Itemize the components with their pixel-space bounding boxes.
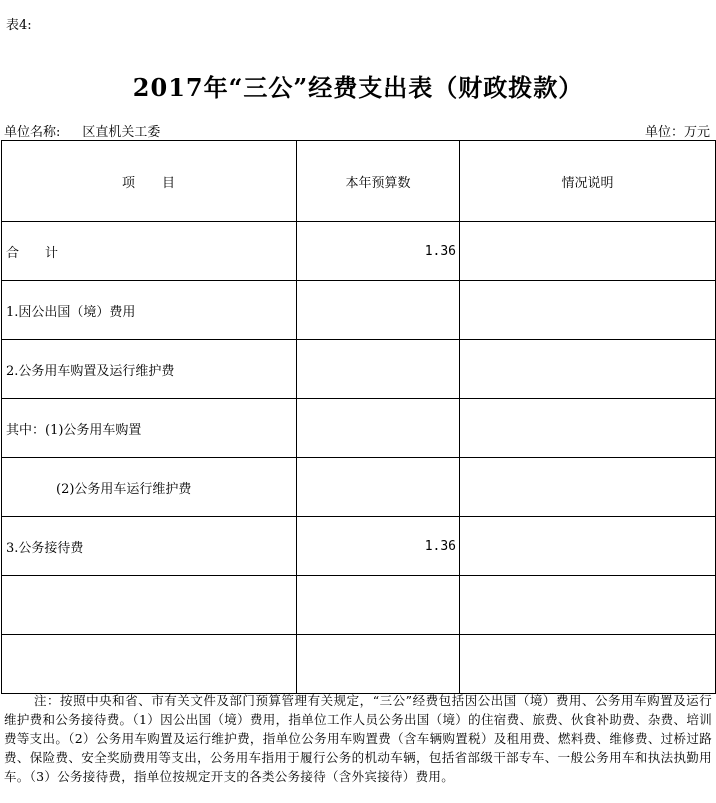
row-item-cell[interactable]: 2.公务用车购置及运行维护费 [2,340,297,399]
row-budget-cell[interactable] [297,340,460,399]
header-item-a: 项 [121,175,136,191]
header-row [2,141,716,222]
row-budget-cell[interactable] [297,458,460,517]
header-note-cell[interactable]: 情况说明 [460,141,716,222]
row-budget-cell[interactable] [297,635,460,694]
row-note-cell[interactable] [460,517,716,576]
expense-table [1,140,716,694]
row-note-cell[interactable] [460,222,716,281]
row-item-cell[interactable] [2,635,297,694]
row-item-cell[interactable]: 其中：(1)公务用车购置 [2,399,297,458]
unit-name-value: 区直机关工委 [82,125,161,140]
row-note-cell[interactable] [460,399,716,458]
row-budget-cell[interactable] [297,281,460,340]
table-row-empty [2,635,716,694]
table-row-empty [2,576,716,635]
header-budget-cell[interactable]: 本年预算数 [297,141,460,222]
footnote: 注：按照中央和省、市有关文件及部门预算管理有关规定，“三公”经费包括因公出国（境）费用、公务用车购置及运行维护费和公务接待费。（1）因公出国（境）费用，指单位工作人员公务出国（境）的住宿费、旅费、伙食补助费、杂费、培训费等支出。（2）公务用车购置及运行维护费，指单位公务用车购置费（含车辆购置税）及租用费、燃料费、维修费、过桥过路费、保险费、安全奖励费用等支出，公务用车指用于履行公务的机动车辆，包括省部级干部专车、一般公务用车和执法执勤用车。（3）公务接待费，指单位按规定开支的各类公务接待（含外宾接待）费用。 [4,693,712,784]
unit-measure: 单位：万元 [644,125,710,140]
row-note-cell[interactable] [460,576,716,635]
table-row-vehicle-purchase [2,399,716,458]
table-row-reception [2,517,716,576]
unit-name-line [4,121,160,140]
row-item-cell[interactable]: 1.因公出国（境）费用 [2,281,297,340]
table-row-vehicle [2,340,716,399]
row-item-cell[interactable]: 合 计 [2,222,297,281]
unit-name-label: 单位名称: [4,125,61,140]
row-item-cell[interactable]: (2)公务用车运行维护费 [2,458,297,517]
row-note-cell[interactable] [460,340,716,399]
row-item-cell[interactable]: 3.公务接待费 [2,517,297,576]
row-item-cell[interactable] [2,576,297,635]
header-item-b: 目 [162,175,177,191]
row-budget-cell[interactable] [297,576,460,635]
table-row-total [2,222,716,281]
row-budget-cell[interactable]: 1.36 [297,517,460,576]
table-number-label: 表4: [6,18,32,33]
table-row-vehicle-maintenance [2,458,716,517]
row-budget-cell[interactable]: 1.36 [297,222,460,281]
page-title: 2017年“三公”经费支出表（财政拨款） [132,73,584,102]
row-budget-cell[interactable] [297,399,460,458]
row-note-cell[interactable] [460,458,716,517]
table-row-overseas [2,281,716,340]
row-note-cell[interactable] [460,635,716,694]
header-item-cell[interactable] [2,141,297,222]
row-note-cell[interactable] [460,281,716,340]
